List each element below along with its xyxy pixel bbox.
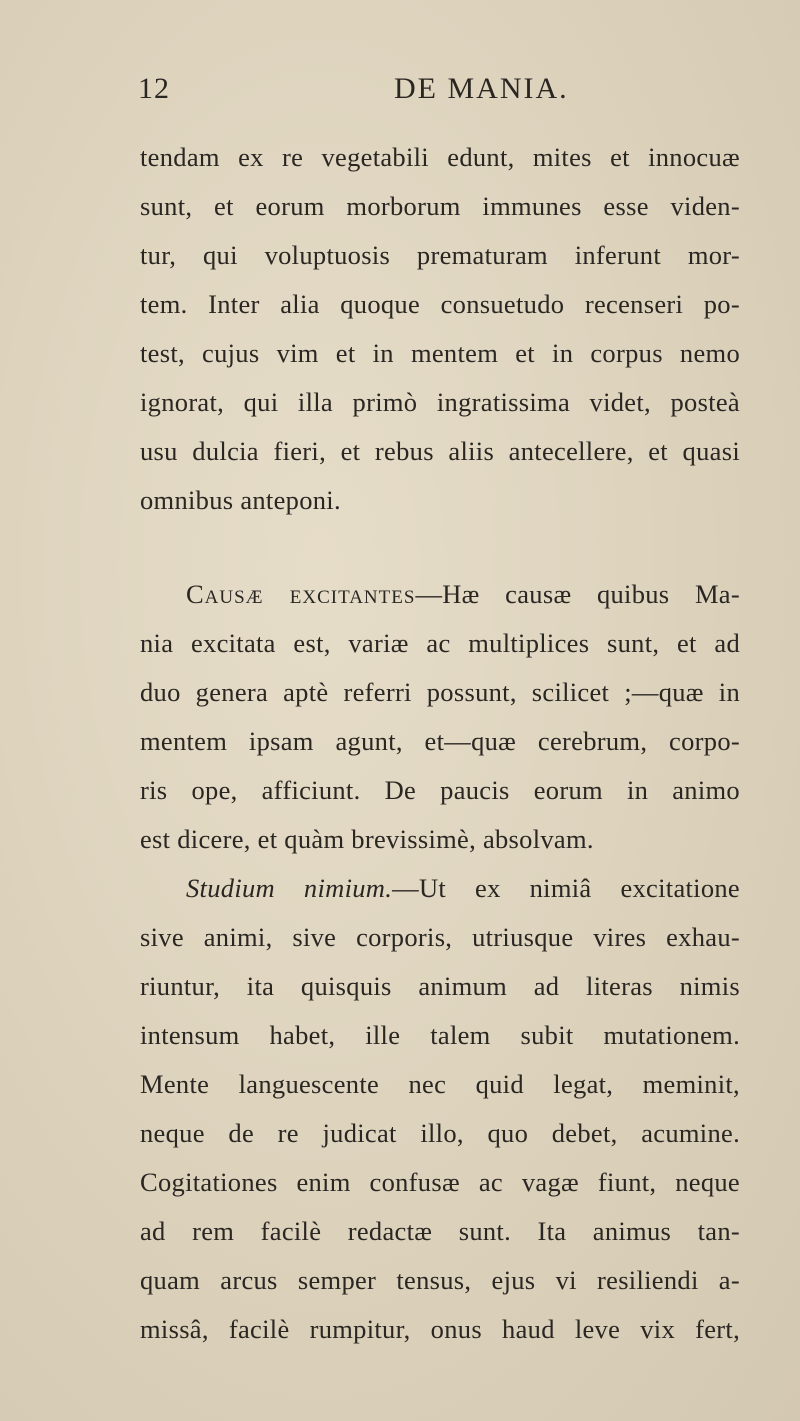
body-text <box>140 133 740 1354</box>
text-line: omnibus anteponi. <box>140 485 341 515</box>
text-line: usu dulcia fieri, et rebus aliis antecellere, et quasi <box>140 436 740 466</box>
text-line: ignorat, qui illa primò ingratissima videt, posteà <box>140 387 740 417</box>
text-span: —Hæ causæ quibus Ma- <box>415 579 740 609</box>
text-line: est dicere, et quàm brevissimè, absolvam. <box>140 824 594 854</box>
text-line: test, cujus vim et in mentem et in corpus nemo <box>140 338 740 368</box>
text-line: ris ope, afficiunt. De paucis eorum in animo <box>140 775 740 805</box>
paragraph-gap <box>140 525 740 570</box>
text-line: neque de re judicat illo, quo debet, acumine. <box>140 1118 740 1148</box>
paragraph-lead-line <box>140 570 740 619</box>
text-line: nia excitata est, variæ ac multiplices sunt, et ad <box>140 628 740 658</box>
text-line: intensum habet, ille talem subit mutationem. <box>140 1020 740 1050</box>
running-title: DE MANIA. <box>394 72 569 105</box>
text-span: —Ut ex nimiâ excitatione <box>392 873 740 903</box>
paragraph-lead-line <box>140 864 740 913</box>
text-line: tem. Inter alia quoque consuetudo recenseri po- <box>140 289 740 319</box>
subsection-heading-italic: Studium nimium. <box>186 873 393 903</box>
running-head <box>138 72 698 112</box>
text-line: quam arcus semper tensus, ejus vi resiliendi a- <box>140 1265 740 1295</box>
text-line: riuntur, ita quisquis animum ad literas nimis <box>140 971 740 1001</box>
text-line: sive animi, sive corporis, utriusque vires exhau- <box>140 922 740 952</box>
text-line: mentem ipsam agunt, et—quæ cerebrum, corpo- <box>140 726 740 756</box>
text-line: ad rem facilè redactæ sunt. Ita animus tan- <box>140 1216 740 1246</box>
section-heading-smallcaps: Causæ excitantes <box>186 579 416 609</box>
text-line: duo genera aptè referri possunt, scilicet ;—quæ in <box>140 677 740 707</box>
text-line: sunt, et eorum morborum immunes esse viden- <box>140 191 740 221</box>
text-line: tur, qui voluptuosis prematuram inferunt mor- <box>140 240 740 270</box>
text-line: Mente languescente nec quid legat, meminit, <box>140 1069 740 1099</box>
page-number: 12 <box>138 72 170 105</box>
text-line: missâ, facilè rumpitur, onus haud leve vix fert, <box>140 1314 740 1344</box>
text-line: Cogitationes enim confusæ ac vagæ fiunt, neque <box>140 1167 740 1197</box>
text-line: tendam ex re vegetabili edunt, mites et innocuæ <box>140 142 740 172</box>
